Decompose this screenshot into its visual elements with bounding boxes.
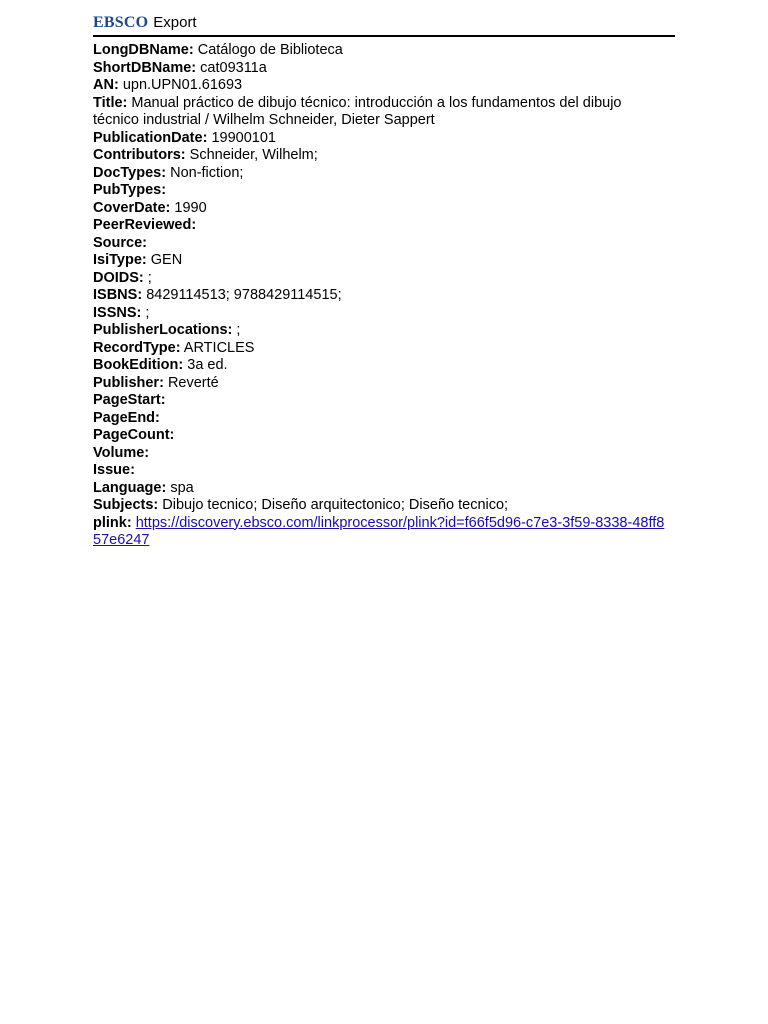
field-isbns: [93, 287, 668, 305]
field-publicationdate: [93, 130, 668, 148]
field-label: PublicationDate:: [93, 129, 208, 146]
field-label: LongDBName:: [93, 42, 194, 58]
field-contributors: [93, 147, 668, 165]
field-bookedition: [93, 357, 668, 375]
field-plink: [93, 515, 668, 550]
field-value: Non-fiction;: [170, 164, 244, 181]
field-label: ShortDBName:: [93, 59, 197, 76]
field-recordtype: [93, 340, 668, 358]
field-label: Contributors:: [93, 147, 186, 163]
field-value: Dibujo tecnico; Diseño arquitectonico; Diseño tecnico;: [162, 497, 509, 513]
field-label: PageStart:: [93, 392, 166, 408]
field-publisher: [93, 375, 668, 393]
field-label: DocTypes:: [93, 164, 167, 181]
field-volume: [93, 445, 668, 463]
field-shortdbname: [93, 60, 668, 78]
field-pubtypes: [93, 182, 668, 200]
field-title: [93, 95, 668, 130]
field-value: ;: [236, 322, 241, 338]
field-value: spa: [170, 479, 194, 496]
field-label: CoverDate:: [93, 199, 171, 216]
field-doctypes: [93, 165, 668, 183]
field-label: ISBNS:: [93, 287, 143, 303]
field-issue: [93, 462, 668, 480]
field-value: 19900101: [211, 129, 276, 146]
field-isitype: [93, 252, 668, 270]
field-source: [93, 235, 668, 253]
field-label: Title:: [93, 94, 128, 111]
field-value: Catálogo de Biblioteca: [197, 42, 343, 58]
plink-link[interactable]: https://discovery.ebsco.com/linkprocessor/plink?id=f66f5d96-c7e3-3f59-8338-48ff857e6247: [93, 514, 665, 548]
field-label: DOIDS:: [93, 269, 144, 286]
field-value: Schneider, Wilhelm;: [189, 147, 318, 163]
field-label: PeerReviewed:: [93, 217, 197, 233]
field-label: plink:: [93, 514, 132, 531]
field-label: PageCount:: [93, 427, 175, 443]
field-label: PublisherLocations:: [93, 322, 233, 338]
field-label: AN:: [93, 77, 119, 93]
field-value: ;: [147, 269, 152, 286]
field-language: [93, 480, 668, 498]
field-pageend: [93, 410, 668, 428]
field-label: PageEnd:: [93, 409, 160, 426]
field-coverdate: [93, 200, 668, 218]
record-details: [93, 42, 668, 550]
field-pagecount: [93, 427, 668, 445]
field-value: Reverté: [167, 374, 219, 391]
field-label: Source:: [93, 234, 147, 251]
field-pagestart: [93, 392, 668, 410]
field-doids: [93, 270, 668, 288]
field-peerreviewed: [93, 217, 668, 235]
field-label: Issue:: [93, 462, 135, 478]
export-header: [93, 14, 675, 37]
page-title: Export: [153, 14, 197, 31]
field-value: ARTICLES: [183, 339, 255, 356]
field-issns: [93, 305, 668, 323]
field-value: 8429114513; 9788429114515;: [146, 287, 342, 303]
field-label: Subjects:: [93, 497, 159, 513]
field-label: RecordType:: [93, 339, 181, 356]
field-value: cat09311a: [200, 59, 267, 76]
field-label: ISSNS:: [93, 304, 142, 321]
field-an: [93, 77, 668, 95]
field-subjects: [93, 497, 668, 515]
field-value: 3a ed.: [187, 357, 228, 373]
field-longdbname: [93, 42, 668, 60]
field-label: Volume:: [93, 444, 150, 461]
field-label: Publisher:: [93, 374, 164, 391]
field-label: Language:: [93, 479, 167, 496]
field-label: IsiType:: [93, 252, 147, 268]
ebsco-logo: EBSCO: [93, 14, 149, 31]
field-value: GEN: [150, 252, 183, 268]
field-value: upn.UPN01.61693: [122, 77, 243, 93]
field-value: 1990: [174, 199, 207, 216]
field-label: PubTypes:: [93, 182, 167, 198]
field-value: Manual práctico de dibujo técnico: introducción a los fundamentos del dibujo técnico industrial / Wilhelm Schneider, Dieter Sappert: [93, 94, 622, 128]
field-value: ;: [145, 304, 150, 321]
field-label: BookEdition:: [93, 357, 184, 373]
field-publisherlocations: [93, 322, 668, 340]
